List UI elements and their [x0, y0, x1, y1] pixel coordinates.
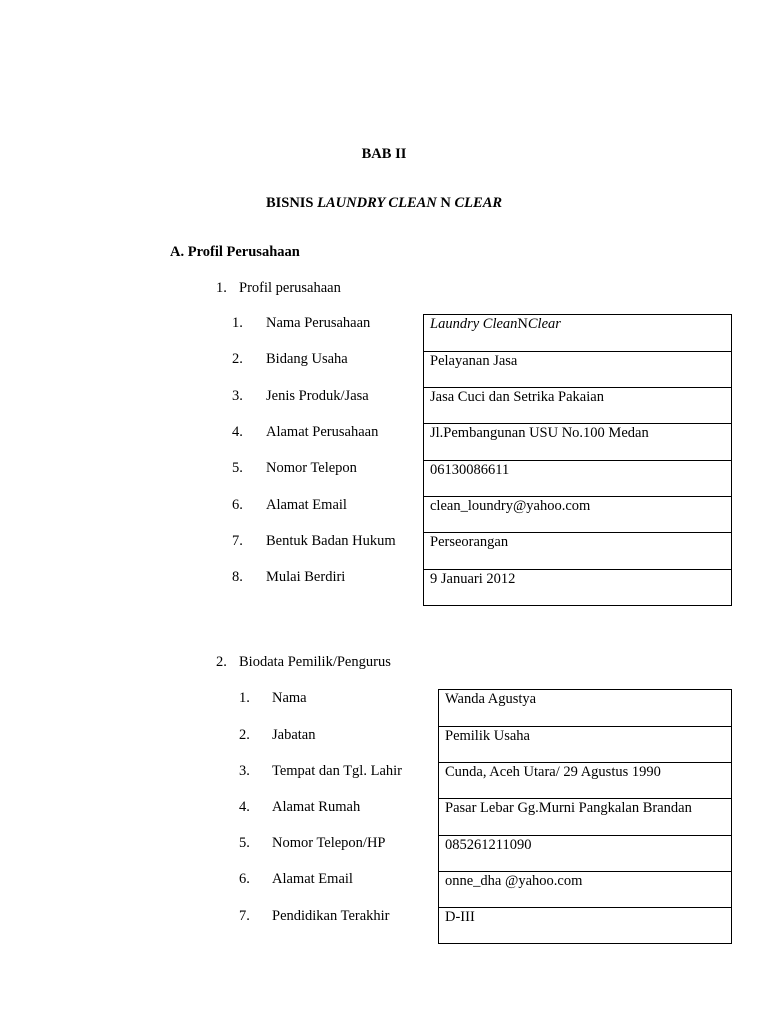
- row-label: Alamat Rumah: [272, 799, 361, 815]
- row-label: Nama: [272, 690, 307, 706]
- sub2-number: 2.: [216, 654, 227, 670]
- table-cell: Pemilik Usaha: [439, 726, 731, 763]
- owner-biodata-table: [438, 689, 732, 944]
- sub1-heading: Profil perusahaan: [239, 280, 341, 296]
- chapter-heading: BAB II: [361, 146, 407, 162]
- table-cell: [424, 315, 731, 351]
- row-label: Nomor Telepon/HP: [272, 835, 386, 851]
- table-cell: Pelayanan Jasa: [424, 351, 731, 388]
- row-label: Tempat dan Tgl. Lahir: [272, 763, 402, 779]
- table-cell: Perseorangan: [424, 532, 731, 569]
- company-name-middle: N: [517, 316, 528, 332]
- row-number: 1.: [232, 315, 243, 331]
- company-profile-table: [423, 314, 732, 606]
- row-label: Pendidikan Terakhir: [272, 908, 390, 924]
- row-number: 3.: [232, 388, 243, 404]
- table-cell: Jl.Pembangunan USU No.100 Medan: [424, 423, 731, 460]
- row-number: 5.: [239, 835, 250, 851]
- row-label: Mulai Berdiri: [266, 569, 346, 585]
- section-a-heading: A. Profil Perusahaan: [170, 244, 300, 260]
- row-number: 4.: [239, 799, 250, 815]
- sub2-heading: Biodata Pemilik/Pengurus: [239, 654, 391, 670]
- table-cell: 085261211090: [439, 835, 731, 872]
- row-label: Alamat Email: [266, 497, 347, 513]
- row-number: 2.: [239, 727, 250, 743]
- row-number: 1.: [239, 690, 250, 706]
- row-label: Jabatan: [272, 727, 316, 743]
- row-label: Jenis Produk/Jasa: [266, 388, 369, 404]
- table-cell: Pasar Lebar Gg.Murni Pangkalan Brandan: [439, 798, 731, 835]
- row-label: Nomor Telepon: [266, 460, 357, 476]
- table-cell: onne_dha @yahoo.com: [439, 871, 731, 908]
- title-italic-part1: LAUNDRY CLEAN: [317, 195, 437, 211]
- row-label: Alamat Email: [272, 871, 353, 887]
- title-italic-part2: CLEAR: [454, 195, 503, 211]
- table-cell: Jasa Cuci dan Setrika Pakaian: [424, 387, 731, 424]
- sub1-number: 1.: [216, 280, 227, 296]
- table-cell: Wanda Agustya: [445, 691, 537, 707]
- row-number: 6.: [239, 871, 250, 887]
- row-label: Nama Perusahaan: [266, 315, 371, 331]
- row-number: 3.: [239, 763, 250, 779]
- table-cell: clean_loundry@yahoo.com: [424, 496, 731, 533]
- company-name-italic2: Clear: [527, 316, 561, 332]
- table-cell: 9 Januari 2012: [424, 569, 731, 605]
- table-cell: Cunda, Aceh Utara/ 29 Agustus 1990: [439, 762, 731, 799]
- row-number: 4.: [232, 424, 243, 440]
- row-number: 6.: [232, 497, 243, 513]
- company-name-italic1: Laundry Clean: [430, 316, 518, 332]
- row-label: Bentuk Badan Hukum: [266, 533, 396, 549]
- row-number: 2.: [232, 351, 243, 367]
- row-label: Bidang Usaha: [266, 351, 348, 367]
- table-cell: D-III: [439, 907, 731, 943]
- table-cell: 06130086611: [424, 460, 731, 497]
- row-number: 7.: [239, 908, 250, 924]
- row-number: 8.: [232, 569, 243, 585]
- row-label: Alamat Perusahaan: [266, 424, 379, 440]
- row-number: 5.: [232, 460, 243, 476]
- title-middle: N: [436, 195, 455, 211]
- chapter-title: [0, 195, 768, 212]
- title-prefix: BISNIS: [265, 195, 318, 211]
- row-number: 7.: [232, 533, 243, 549]
